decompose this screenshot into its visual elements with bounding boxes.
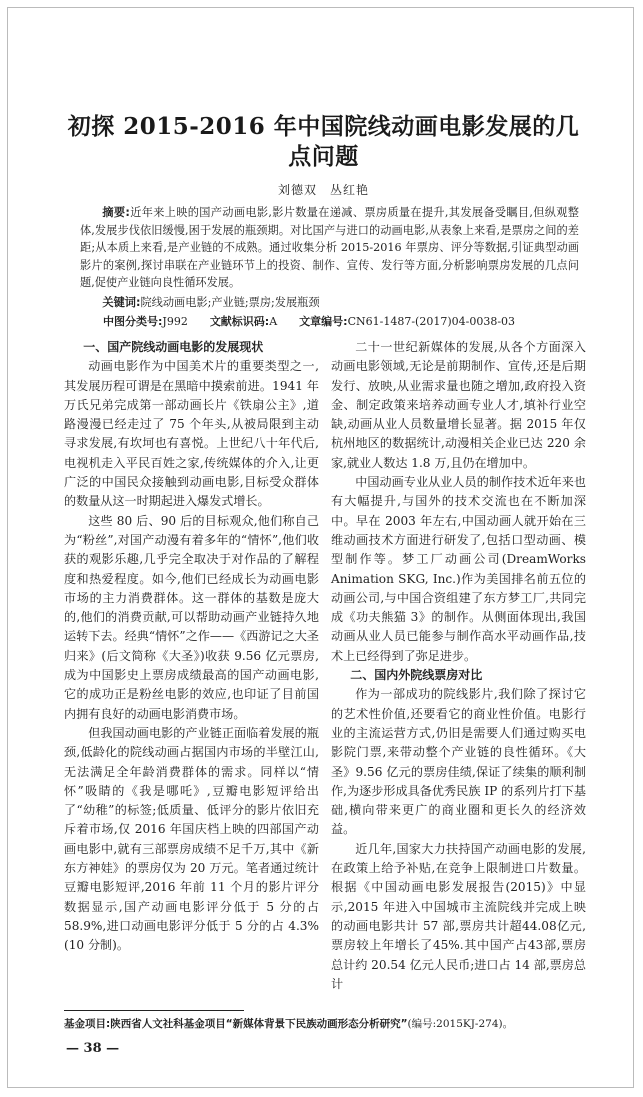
section-heading-2: 二、国内外院线票房对比 <box>350 668 483 683</box>
fund-footnote: 基金项目:陕西省人文社科基金项目“新媒体背景下民族动画形态分析研究”(编号:2015KJ-274)。 <box>64 1018 514 1031</box>
paragraph: 但我国动画电影的产业链正面临着发展的瓶颈,低龄化的院线动画占据国内市场的半壁江山,无法满足全年龄消费群体的需求。同样以“情怀”吸睛的《我是哪吒》,豆瓣电影短评给出了“幼稚”的标签;低质量、低评分的影片依旧充斥着市场,仅 2016 年国庆档上映的四部国产动画电影中,就有三部票房成绩不足千万,其中《新东方神娃》的票房仅为 20 万元。笔者通过统计豆瓣电影短评,2016 年前 11 个月的影片评分数据显示,国产动画电影评分低于 5 分的占 58.9%,进口动画电影评分低于 5 分的占 4.3%(10 分制)。 <box>64 725 319 953</box>
keywords <box>80 294 579 312</box>
keywords-text: 院线动画电影;产业链;票房;发展瓶颈 <box>140 295 320 309</box>
abstract-label: 摘要: <box>102 206 130 219</box>
clc-number: 中图分类号:J992 <box>103 315 188 328</box>
paragraph: 作为一部成功的院线影片,我们除了探讨它的艺术性价值,还要看它的商业性价值。电影行业的主流运营方式,仍旧是需要人们通过购买电影院门票,来带动整个产业链的良性循环。《大圣》9.56 亿元的票房佳绩,保证了续集的顺利制作,为逐步形成具备优秀民族 IP 的系列片打下基础,横向带来更广的商业圈和更长久的经济效益。 <box>331 687 586 837</box>
abstract <box>80 204 579 292</box>
classification-line <box>103 313 583 330</box>
paragraph: 这些 80 后、90 后的目标观众,他们称自己为“粉丝”,对国产动漫有着多年的“情怀”,他们收获的观影乐趣,几乎完全取决于对作品的了解程度和热爱程度。如今,他们已经成长为动画电影市场的主力消费群体。这一群体的基数是庞大的,他们的消费贡献,可以帮助动画产业链持久地运转下去。经典“情怀”之作——《西游记之大圣归来》(后文简称《大圣》)收获 9.56 亿元票房,成为中国影史上票房成绩最高的国产动画电影,它的成功正是粉丝电影的效应,也印证了目前国内拥有良好的动画电影消费市场。 <box>64 513 319 721</box>
page-number: — 38 — <box>66 1041 120 1057</box>
footnote-divider <box>64 1010 244 1011</box>
body-columns <box>64 338 586 994</box>
authors: 刘德双 丛红艳 <box>277 183 369 197</box>
paragraph: 近几年,国家大力扶持国产动画电影的发展,在政策上给予补贴,在竞争上限制进口片数量。根据《中国动画电影发展报告(2015)》中显示,2015 年进入中国城市主流院线并完成上映的动画电影共计 57 部,票房共计超44.08亿元,票房较上年增长了45%.其中国产占43部,票房总计约 20.54 亿元人民币;进口占 14 部,票房总计 <box>331 841 586 991</box>
document-code: 文献标识码:A <box>209 315 278 328</box>
paragraph: 中国动画专业从业人员的制作技术近年来也有大幅提升,与国外的技术交流也在不断加深中。早在 2003 年左右,中国动画人就开始在三维动画技术方面进行研发了,包括口型动画、模型制作等。梦工厂动画公司(DreamWorks Animation SKG, Inc.)作为美国排名前五位的动画公司,与中国合资组建了东方梦工厂,共同完成《功夫熊猫 3》的制作。从侧面体现出,我国动画从业人员已能参与制作高水平动画作品,技术上已经得到了弥足进步。 <box>331 475 586 663</box>
left-column <box>64 338 319 956</box>
section-heading-1: 一、国产院线动画电影的发展现状 <box>83 340 264 354</box>
right-column <box>331 338 586 994</box>
paragraph: 动画电影作为中国美术片的重要类型之一,其发展历程可谓是在黑暗中摸索前进。1941 年万氏兄弟完成第一部动画长片《铁扇公主》,道路漫漫已经走过了 75 个年头,从被局限到主动寻求发展,有坎坷也有喜悦。上世纪八十年代后,电视机走入平民百姓之家,传统媒体的介入,让更广泛的中国民众接触到动画电影,目标受众群体的数量从这一时期起进入爆发式增长。 <box>64 359 319 509</box>
paragraph: 二十一世纪新媒体的发展,从各个方面深入动画电影领域,无论是前期制作、宣传,还是后期发行、放映,从业需求量也随之增加,政府投入资金、制定政策来培养动画专业人才,填补行业空缺,动画从业人员数量增长显著。据 2015 年仅杭州地区的数据统计,动漫相关企业已达 220 余家,就业人数达 1.8 万,且仍在增加中。 <box>331 340 586 470</box>
abstract-text: 近年来上映的国产动画电影,影片数量在递减、票房质量在提升,其发展备受瞩目,但纵观整体,发展步伐依旧缓慢,困于发展的瓶颈期。对比国产与进口的动画电影,从表象上来看,是票房之间的差距;从本质上来看,是产业链的不成熟。通过收集分析 2015-2016 年票房、评分等数据,引证典型动画影片的案例,探讨串联在产业链环节上的投资、制作、宣传、发行等方面,分析影响票房发展的几点问题,促使产业链向良性循环发展。 <box>80 206 579 289</box>
article-number: 文章编号:CN61-1487-(2017)04-0038-03 <box>299 315 516 328</box>
keywords-label: 关键词: <box>102 295 141 309</box>
article-title: 初探 2015-2016 年中国院线动画电影发展的几点问题 <box>67 113 580 170</box>
